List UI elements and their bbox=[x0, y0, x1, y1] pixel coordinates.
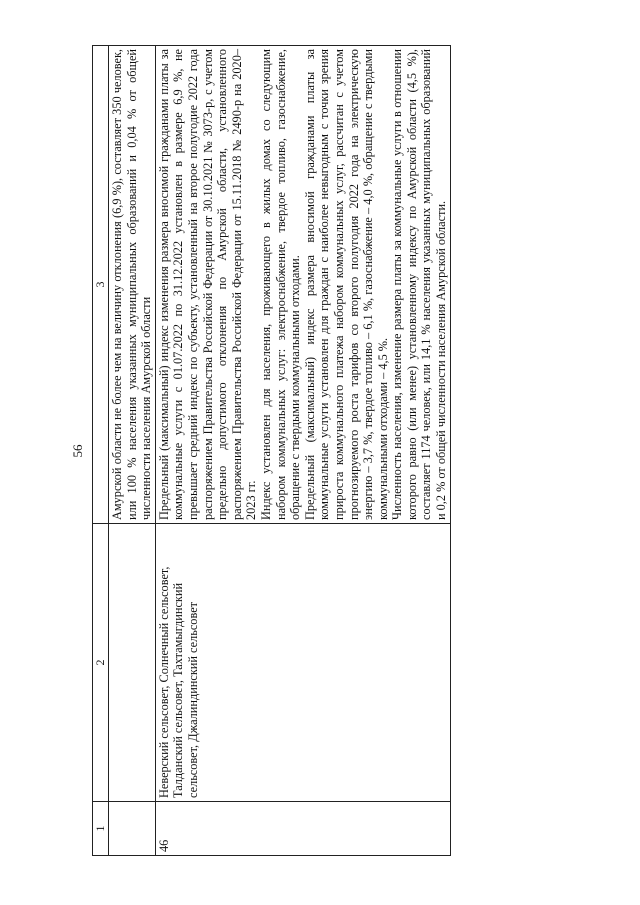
table-row bbox=[109, 46, 156, 856]
paragraph-population: Численность населения, изменение размера платы за коммунальные услуги в отношении которого равно (или менее) установленному индексу по Амурской области (4,5 %), составляет 1174 человек, или 14,1 % населения указанных муниципальных образований и 0,2 % от общей численности населения Амурской области. bbox=[390, 49, 449, 520]
table-row bbox=[155, 46, 450, 856]
row-name-cell bbox=[109, 524, 156, 802]
header-row bbox=[93, 46, 109, 856]
continuation-paragraph: Амурской области не более чем на величину отклонения (6,9 %), составляет 350 человек, или 100 % населения указанных муниципальных образований и 0,04 % от общей численности населения Амурской области bbox=[110, 49, 154, 520]
data-table bbox=[92, 45, 451, 856]
page-number: 56 bbox=[70, 444, 85, 458]
row-number-cell bbox=[109, 802, 156, 856]
header-col-1: 1 bbox=[93, 802, 109, 856]
rotated-content bbox=[70, 46, 547, 856]
row-name-cell: Неверский сельсовет, Солнечный сельсовет, Талданский сельсовет, Тахтамыгдинский сельсовет, Джалиндинский сельсовет bbox=[155, 524, 450, 802]
header-col-2: 2 bbox=[93, 524, 109, 802]
row-text-cell bbox=[109, 46, 156, 524]
paragraph-services-set: Индекс установлен для населения, проживающего в жилых домах со следующим набором коммунальных услуг: электроснабжение, твердое топливо, газоснабжение, обращение с твердыми коммунальными отходами. bbox=[258, 49, 303, 520]
row-text-cell bbox=[155, 46, 450, 524]
paragraph-tariff-growth: Предельный (максимальный) индекс размера вносимой гражданами платы за коммунальные услуги установлен для граждан с наиболее невыгодным с точки зрения прироста коммунального платежа набором коммунальных услуг, рассчитан с учетом прогнозируемого роста тарифов со второго полугодия 2022 года на электрическую энергию – 3,7 %, твердое топливо – 6,1 %, газоснабжение – 4,0 %, обращение с твердыми коммунальными отходами – 4,5 %. bbox=[302, 49, 390, 520]
header-col-3: 3 bbox=[93, 46, 109, 524]
row-number-cell: 46 bbox=[155, 802, 450, 856]
paragraph-index-description: Предельный (максимальный) индекс изменения размера вносимой гражданами платы за коммунальные услуги с 01.07.2022 по 31.12.2022 установлен в размере 6,9 %, не превышает средний индекс по субъекту, установленный на второе полугодие 2022 года распоряжением Правительства Российской Федерации от 30.10.2021 № 3073-р, с учетом предельно допустимого отклонения по Амурской области, установленного распоряжением Правительства Российской Федерации от 15.11.2018 № 2490-р на 2020–2023 гг. bbox=[156, 49, 259, 520]
